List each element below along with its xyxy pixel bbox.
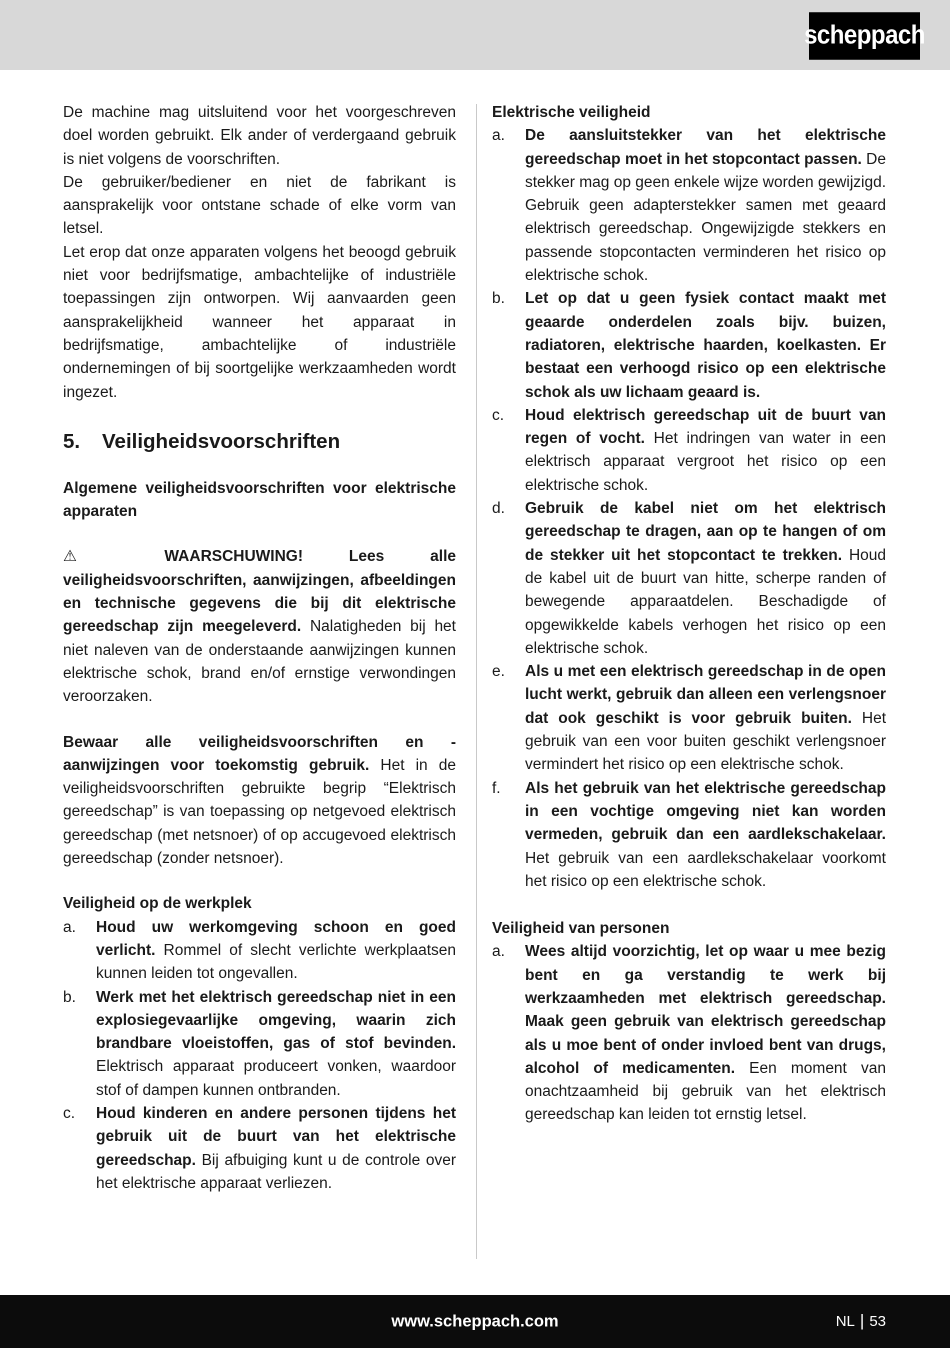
warning-normal-text: Nalatigheden bij het niet naleven van de onderstaande aanwijzingen kunnen elektrische schok, brand en/of ernstige verwondingen veroorzaken. bbox=[63, 618, 456, 706]
item-text bbox=[525, 287, 886, 403]
list-item bbox=[63, 986, 456, 1102]
item-bold-text: Werk met het elektrisch gereedschap niet in een explosiegevaarlijke omgeving, waarin zich brandbare vloeistoffen, gas of stof bevinden. bbox=[96, 988, 456, 1053]
list-item bbox=[492, 660, 886, 776]
workplace-safety-list bbox=[63, 916, 456, 1196]
list-item bbox=[63, 916, 456, 986]
item-text bbox=[96, 916, 456, 986]
item-bold-text: Als het gebruik van het elektrische gereedschap in een vochtige omgeving niet kan worden vermeden, gebruik dan een aardlekschakelaar. bbox=[525, 779, 886, 844]
item-normal-text: De stekker mag op geen enkele wijze worden gewijzigd. Gebruik geen adapterstekker samen met geaard elektrisch gereedschap. Ongewijzigde stekkers en passende stopcontacten verminderen het risico op elektrische schok. bbox=[525, 150, 887, 285]
item-text bbox=[525, 497, 886, 660]
warning-bold-text: WAARSCHUWING! Lees alle veiligheidsvoorschriften, aanwijzingen, afbeeldingen en technische gegevens die bij dit elektrische gereedschap zijn meegeleverd. bbox=[63, 548, 457, 636]
scheppach-logo bbox=[804, 12, 925, 60]
section-number: 5. bbox=[63, 429, 81, 453]
item-normal-text: Het gebruik van een aardlekschakelaar voorkomt het risico op een elektrische schok. bbox=[525, 849, 886, 890]
item-bold-text: Houd elektrisch gereedschap uit de buurt van regen of vocht. bbox=[525, 406, 886, 448]
keep-instructions-paragraph bbox=[63, 731, 456, 871]
list-item bbox=[492, 124, 886, 287]
item-marker: e. bbox=[492, 663, 505, 681]
footer-website: www.scheppach.com bbox=[391, 1312, 559, 1330]
item-bold-text: Houd uw werkomgeving schoon en goed verlicht. bbox=[96, 918, 456, 959]
list-item bbox=[492, 940, 886, 1126]
left-column bbox=[63, 101, 456, 1195]
item-marker: a. bbox=[63, 918, 76, 936]
item-bold-text: De aansluitstekker van het elektrische gereedschap moet in het stopcontact passen. bbox=[525, 127, 886, 168]
item-normal-text: Het indringen van water in een elektrisch apparaat vergroot het risico op een elektrische schok. bbox=[525, 430, 886, 494]
item-text bbox=[525, 660, 886, 776]
item-text bbox=[525, 404, 886, 497]
keep-instructions-normal: Het in de veiligheidsvoorschriften gebruikte begrip “Elektrisch gereedschap” is van toepassing op netgevoed elektrisch gereedschap (met netsnoer) of op accugevoed elektrisch gereedschap (zonder netsnoer). bbox=[63, 756, 456, 868]
column-divider bbox=[476, 104, 477, 1259]
persons-safety-list bbox=[492, 940, 886, 1126]
footer-page-number: 53 bbox=[869, 1313, 886, 1330]
persons-safety-heading: Veiligheid van personen bbox=[492, 920, 670, 938]
item-marker: d. bbox=[492, 500, 505, 518]
item-marker: c. bbox=[492, 406, 505, 424]
section-title: Veiligheidsvoorschriften bbox=[102, 429, 341, 453]
list-item bbox=[492, 404, 886, 497]
footer-separator: | bbox=[859, 1310, 865, 1330]
intro-paragraph: De machine mag uitsluitend voor het voorgeschreven doel worden gebruikt. Elk ander of verdergaand gebruik is niet volgens de voorschriften. bbox=[63, 104, 456, 168]
section-heading bbox=[63, 429, 456, 455]
electrical-safety-list bbox=[492, 124, 886, 893]
item-marker: f. bbox=[492, 779, 501, 797]
intro-paragraph: Let erop dat onze apparaten volgens het beoogd gebruik niet voor bedrijfsmatige, ambachtelijke of industriële toepassingen zijn ontworpen. Wij aanvaarden geen aansprakelijkheid wanneer het apparaat in bedrijfsmatige, ambachtelijke of industriële ondernemingen of bij soortgelijke werkzaamheden wordt ingezet. bbox=[63, 243, 456, 401]
footer-language: NL bbox=[835, 1313, 855, 1330]
footer-page-info bbox=[836, 1312, 886, 1332]
item-marker: b. bbox=[492, 290, 505, 308]
list-item bbox=[492, 287, 886, 403]
item-marker: a. bbox=[492, 127, 505, 145]
item-bold-text: Houd kinderen en andere personen tijdens het gebruik uit de buurt van het elektrische gereedschap. bbox=[96, 1104, 456, 1169]
item-text bbox=[96, 1102, 456, 1195]
page-footer-bar bbox=[0, 1295, 950, 1348]
item-normal-text: Houd de kabel uit de buurt van hitte, scherpe randen of bewegende apparaatdelen. Beschadigde of opgewikkelde kabels verhogen het risico op een elektrische schok. bbox=[525, 546, 886, 657]
warning-paragraph bbox=[63, 545, 456, 708]
item-bold-text: Let op dat u geen fysiek contact maakt met geaarde onderdelen zoals bijv. buizen, radiatoren, elektrische haarden, koelkasten. Er bestaat een verhoogd risico op een elektrische schok als uw lichaam geaard is. bbox=[525, 290, 886, 401]
item-marker: a. bbox=[492, 943, 505, 961]
scheppach-logo-text: scheppach bbox=[804, 20, 925, 51]
item-normal-text: Het gebruik van een voor buiten geschikt verlengsnoer vermindert het risico op een elektrische schok. bbox=[525, 709, 886, 774]
warning-triangle-icon: ⚠ bbox=[63, 548, 119, 566]
item-normal-text: Een moment van onachtzaamheid bij gebruik van het elektrisch gereedschap kan leiden tot ernstig letsel. bbox=[525, 1059, 886, 1124]
list-item bbox=[63, 1102, 456, 1195]
right-column bbox=[492, 101, 886, 1127]
item-text bbox=[525, 940, 886, 1126]
item-normal-text: Rommel of slecht verlichte werkplaatsen kunnen leiden tot ongevallen. bbox=[96, 941, 456, 983]
item-bold-text: Als u met een elektrisch gereedschap in de open lucht werkt, gebruik dan alleen een verlengsnoer dat ook geschikt is voor gebruik buiten. bbox=[525, 663, 886, 727]
keep-instructions-bold: Bewaar alle veiligheidsvoorschriften en -aanwijzingen voor toekomstig gebruik. bbox=[63, 733, 456, 774]
item-text bbox=[96, 986, 456, 1102]
page-header-bar bbox=[0, 0, 950, 70]
item-normal-text: Bij afbuiging kunt u de controle over het elektrische apparaat verliezen. bbox=[96, 1151, 456, 1192]
item-normal-text: Elektrisch apparaat produceert vonken, waardoor stof of dampen kunnen ontbranden. bbox=[96, 1058, 456, 1099]
general-safety-subheading: Algemene veiligheidsvoorschriften voor elektrische apparaten bbox=[63, 479, 456, 521]
item-bold-text: Wees altijd voorzichtig, let op waar u mee bezig bent en ga verstandig te werk bij werkzaamheden met elektrisch gereedschap. Maak geen gebruik van elektrisch gereedschap als u moe bent of onder invloed bent van drugs, alcohol of medicamenten. bbox=[525, 943, 886, 1077]
item-text bbox=[525, 777, 886, 893]
list-item bbox=[492, 777, 886, 893]
list-item bbox=[492, 497, 886, 660]
item-text bbox=[525, 124, 886, 287]
workplace-safety-heading: Veiligheid op de werkplek bbox=[63, 895, 252, 913]
intro-paragraph: De gebruiker/bediener en niet de fabrikant is aansprakelijk voor ontstane schade of elke vorm van letsel. bbox=[63, 173, 456, 238]
item-marker: c. bbox=[63, 1104, 76, 1122]
electrical-safety-heading: Elektrische veiligheid bbox=[492, 104, 651, 121]
item-bold-text: Gebruik de kabel niet om het elektrisch gereedschap te dragen, aan op te hangen of om de stekker uit het stopcontact te trekken. bbox=[525, 500, 886, 564]
item-marker: b. bbox=[63, 988, 76, 1006]
